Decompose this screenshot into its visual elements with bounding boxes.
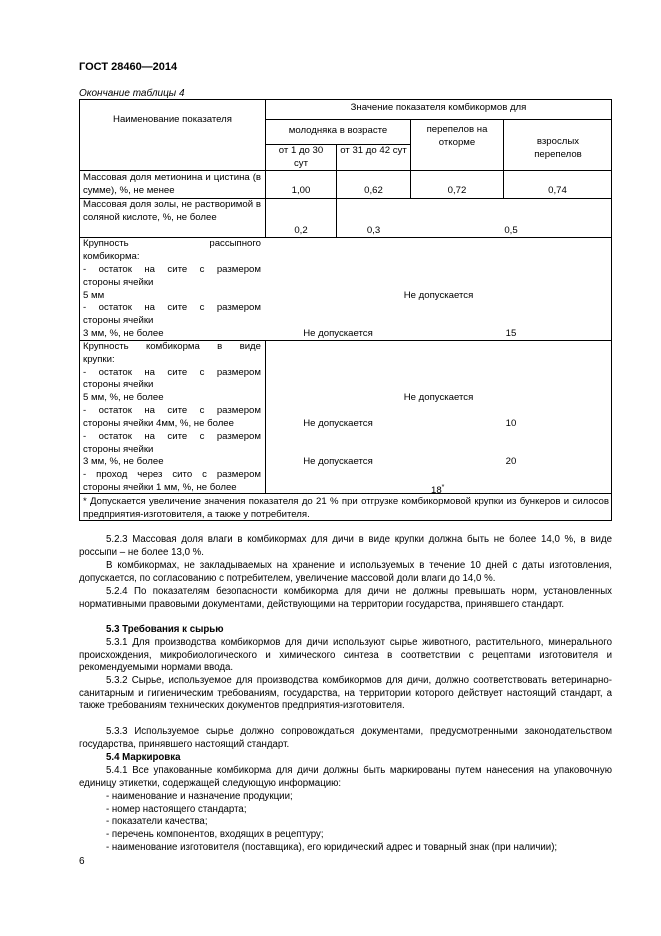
list-item: - наименование изготовителя (поставщика), его юридический адрес и товарный знак (при наличии); [106,842,558,853]
section-heading-5-4: 5.4 Маркировка [106,752,181,763]
footnote-marker: * [441,484,445,491]
cell-value: 0,74 [548,185,567,196]
list-item: - номер настоящего стандарта; [106,804,247,815]
cell-value: 0,72 [447,185,467,196]
cell-value: 10 [505,418,517,429]
row-name-line: Крупность рассыпного [83,238,261,249]
row-name-line: - остаток на сите с размером [83,264,261,275]
row-name-line: 3 мм, %, не более [83,456,164,467]
column-header-fattening-quail: перепелов на откорме [426,124,488,148]
row-name-line: стороны ячейки [83,444,154,455]
cell-value: 0,5 [504,225,518,236]
row-name-line: стороны ячейки [83,277,154,288]
row-name-line: - остаток на сите с размером [83,405,261,416]
row-name-line: - остаток на сите с размером [83,367,261,378]
document-code: ГОСТ 28460—2014 [79,61,178,73]
table-footnote: * Допускается увеличение значения показателя до 21 % при отгрузке комбикормовой крупки из бункеров и силосов предприятия-изготовителя, а также у потребителя. [83,496,609,520]
page-number: 6 [79,856,85,867]
cell-value: 18 [431,485,442,497]
column-header-adult-quail: взрослых перепелов [534,136,582,160]
paragraph-5-4-1: 5.4.1 Все упакованные комбикорма для дичи должны быть маркированы путем нанесения на упаковочную единицу этикетки, содержащей следующую информацию: [79,765,612,789]
young-birds-header: молодняка в возрасте [288,125,388,136]
cell-value: Не допускается [303,456,373,467]
list-item: - наименование и назначение продукции; [106,791,293,802]
cell-value: 0,2 [294,225,308,236]
cell-value: Не допускается [303,418,373,429]
cell-value: Не допускается [403,290,474,301]
row-name-line: стороны ячейки [83,315,154,326]
column-header-1-30-days: от 1 до 30 сут [278,145,324,169]
cell-value: 0,3 [366,225,381,236]
row-name-line: 5 мм, %, не более [83,392,164,403]
row-name-methionine: Массовая доля метионина и цистина (в сумме), %, не менее [83,172,261,196]
cell-value: 0,62 [364,185,383,196]
row-name-line: стороны ячейки 4мм, %, не более [83,418,234,429]
table-caption: Окончание таблицы 4 [79,88,185,99]
column-group-header: Значение показателя комбикормов для [350,102,527,113]
paragraph-storage: В комбикормах, не закладываемых на хранение и используемых в течение 10 дней с даты изготовления, допускается, по согласованию с потребителем, увеличение массовой доли влаги до 14,0 %. [79,560,612,584]
row-name-line: крупки: [83,354,115,365]
column-header-indicator: Наименование показателя [113,114,232,125]
list-item: - перечень компонентов, входящих в рецептуру; [106,829,324,840]
cell-value: 20 [505,456,517,467]
row-name-line: - остаток на сите с размером [83,431,261,442]
cell-value: Не допускается [303,328,373,339]
row-name-ash: Массовая доля золы, не растворимой в соляной кислоте, %, не более [83,199,261,223]
section-heading-5-3: 5.3 Требования к сырью [106,624,224,635]
paragraph-5-3-3: 5.3.3 Используемое сырье должно сопровождаться документами, предусмотренными законодательством государства, принявшего настоящий стандарт. [79,726,612,750]
paragraph-5-2-3: 5.2.3 Массовая доля влаги в комбикормах для дичи в виде крупки должна быть не более 14,0 %, в виде россыпи – не более 13,0 %. [79,534,612,558]
row-name-line: 3 мм, %, не более [83,328,164,339]
row-name-line: комбикорма: [83,251,140,262]
row-name-line: 5 мм [83,290,105,301]
paragraph-5-2-4: 5.2.4 По показателям безопасности комбикорма для дичи не должны превышать норм, установленных нормативными правовыми документами, действующими на территории государства, принявшего стандарт. [79,586,612,610]
row-name-line: Крупность комбикорма в виде [83,341,261,352]
row-name-line: - проход через сито с размером [83,469,261,480]
list-item: - показатели качества; [106,816,208,827]
cell-value: 1,00 [291,185,311,196]
paragraph-5-3-2: 5.3.2 Сырье, используемое для производства комбикормов для дичи, должно соответствовать ветеринарно-санитарным и гигиеническим требованиям, государства, на территории которого действует настоящий стандарт, а также требованиям технических документов предприятия-изготовителя. [79,675,612,712]
column-header-31-42-days: от 31 до 42 сут [340,145,407,156]
row-name-line: стороны ячейки 1 мм, %, не более [83,482,237,493]
paragraph-5-3-1: 5.3.1 Для производства комбикормов для дичи используют сырье животного, растительного, минерального происхождения, микробиологического и химического синтеза в соответствии с рецептами изготовителя и рекомендуемыми нормами ввода. [79,637,612,674]
row-name-line: - остаток на сите с размером [83,302,261,313]
cell-value: 15 [505,328,517,339]
cell-value: Не допускается [403,392,474,403]
row-name-line: стороны ячейки [83,379,154,390]
